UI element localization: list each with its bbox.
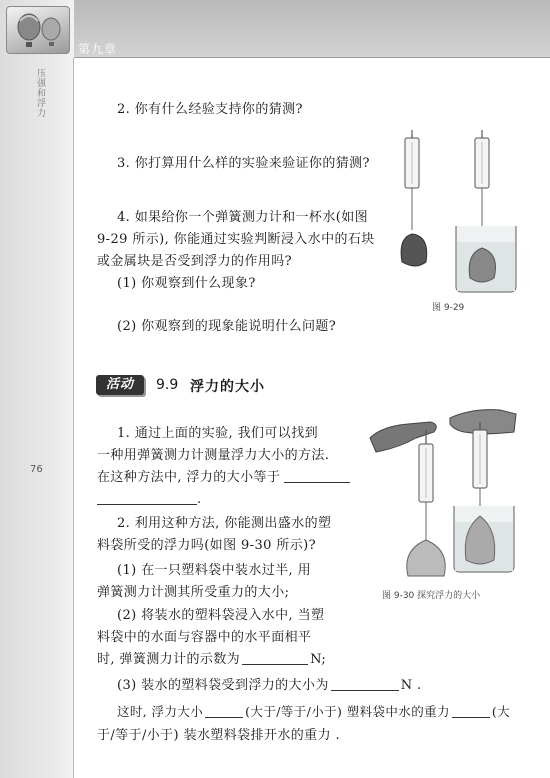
activity-1-line-2: 一种用弹簧测力计测量浮力大小的方法. [97, 448, 330, 463]
conclusion-line-1: 这时, 浮力大小 (大于/等于/小于) 塑料袋中水的重力 (大 [117, 704, 511, 719]
figure-9-29 [390, 130, 520, 295]
step-2-line-2: 料袋中的水面与容器中的水平面相平 [97, 630, 312, 645]
step-1-line-2: 弹簧测力计测其所受重力的大小; [97, 585, 290, 600]
page-number: 76 [30, 464, 43, 475]
activity-1-line-1: 1. 通过上面的实验, 我们可以找到 [117, 426, 319, 441]
step-3-line-1: (3) 装水的塑料袋受到浮力的大小为 N . [117, 678, 422, 693]
activity-badge: 活动 [96, 375, 144, 395]
question-4-line-3: 或金属块是否受到浮力的作用吗? [97, 254, 292, 269]
section-number: 9.9 [156, 377, 179, 393]
figure-9-30-caption: 图 9-30 探究浮力的大小 [382, 591, 481, 601]
step-1-line-1: (1) 在一只塑料袋中装水过半, 用 [117, 563, 312, 578]
figure-9-29-caption: 图 9-29 [432, 303, 465, 313]
activity-1-line-3: 在这种方法中, 浮力的大小等于 [97, 468, 350, 488]
activity-2-line-2: 料袋所受的浮力吗(如图 9-30 所示)? [97, 538, 316, 553]
question-4-line-1: 4. 如果给你一个弹簧测力计和一杯水(如图 [117, 210, 369, 225]
conclusion-line-2: 于/等于/小于) 装水塑料袋排开水的重力 . [97, 728, 341, 743]
hot-air-balloon-image [6, 6, 70, 54]
figure-9-30 [368, 400, 518, 580]
question-2: 2. 你有什么经验支持你的猜测? [117, 102, 303, 117]
step-2-line-1: (2) 将装水的塑料袋浸入水中, 当塑 [117, 608, 325, 623]
section-title: 浮力的大小 [190, 379, 265, 395]
activity-2-line-1: 2. 利用这种方法, 你能测出盛水的塑 [117, 516, 332, 531]
question-4-sub-1: (1) 你观察到什么现象? [117, 276, 256, 291]
side-chapter-label: 压强和浮力 [35, 68, 45, 118]
question-4-sub-2: (2) 你观察到的现象能说明什么问题? [117, 319, 337, 334]
activity-1-line-4: . [97, 490, 202, 510]
question-3: 3. 你打算用什么样的实验来验证你的猜测? [117, 156, 370, 171]
question-4-line-2: 9-29 所示), 你能通过实验判断浸入水中的石块 [97, 232, 375, 247]
chapter-title: 第九章 [78, 42, 118, 56]
step-2-line-3: 时, 弹簧测力计的示数为 N; [97, 652, 327, 667]
